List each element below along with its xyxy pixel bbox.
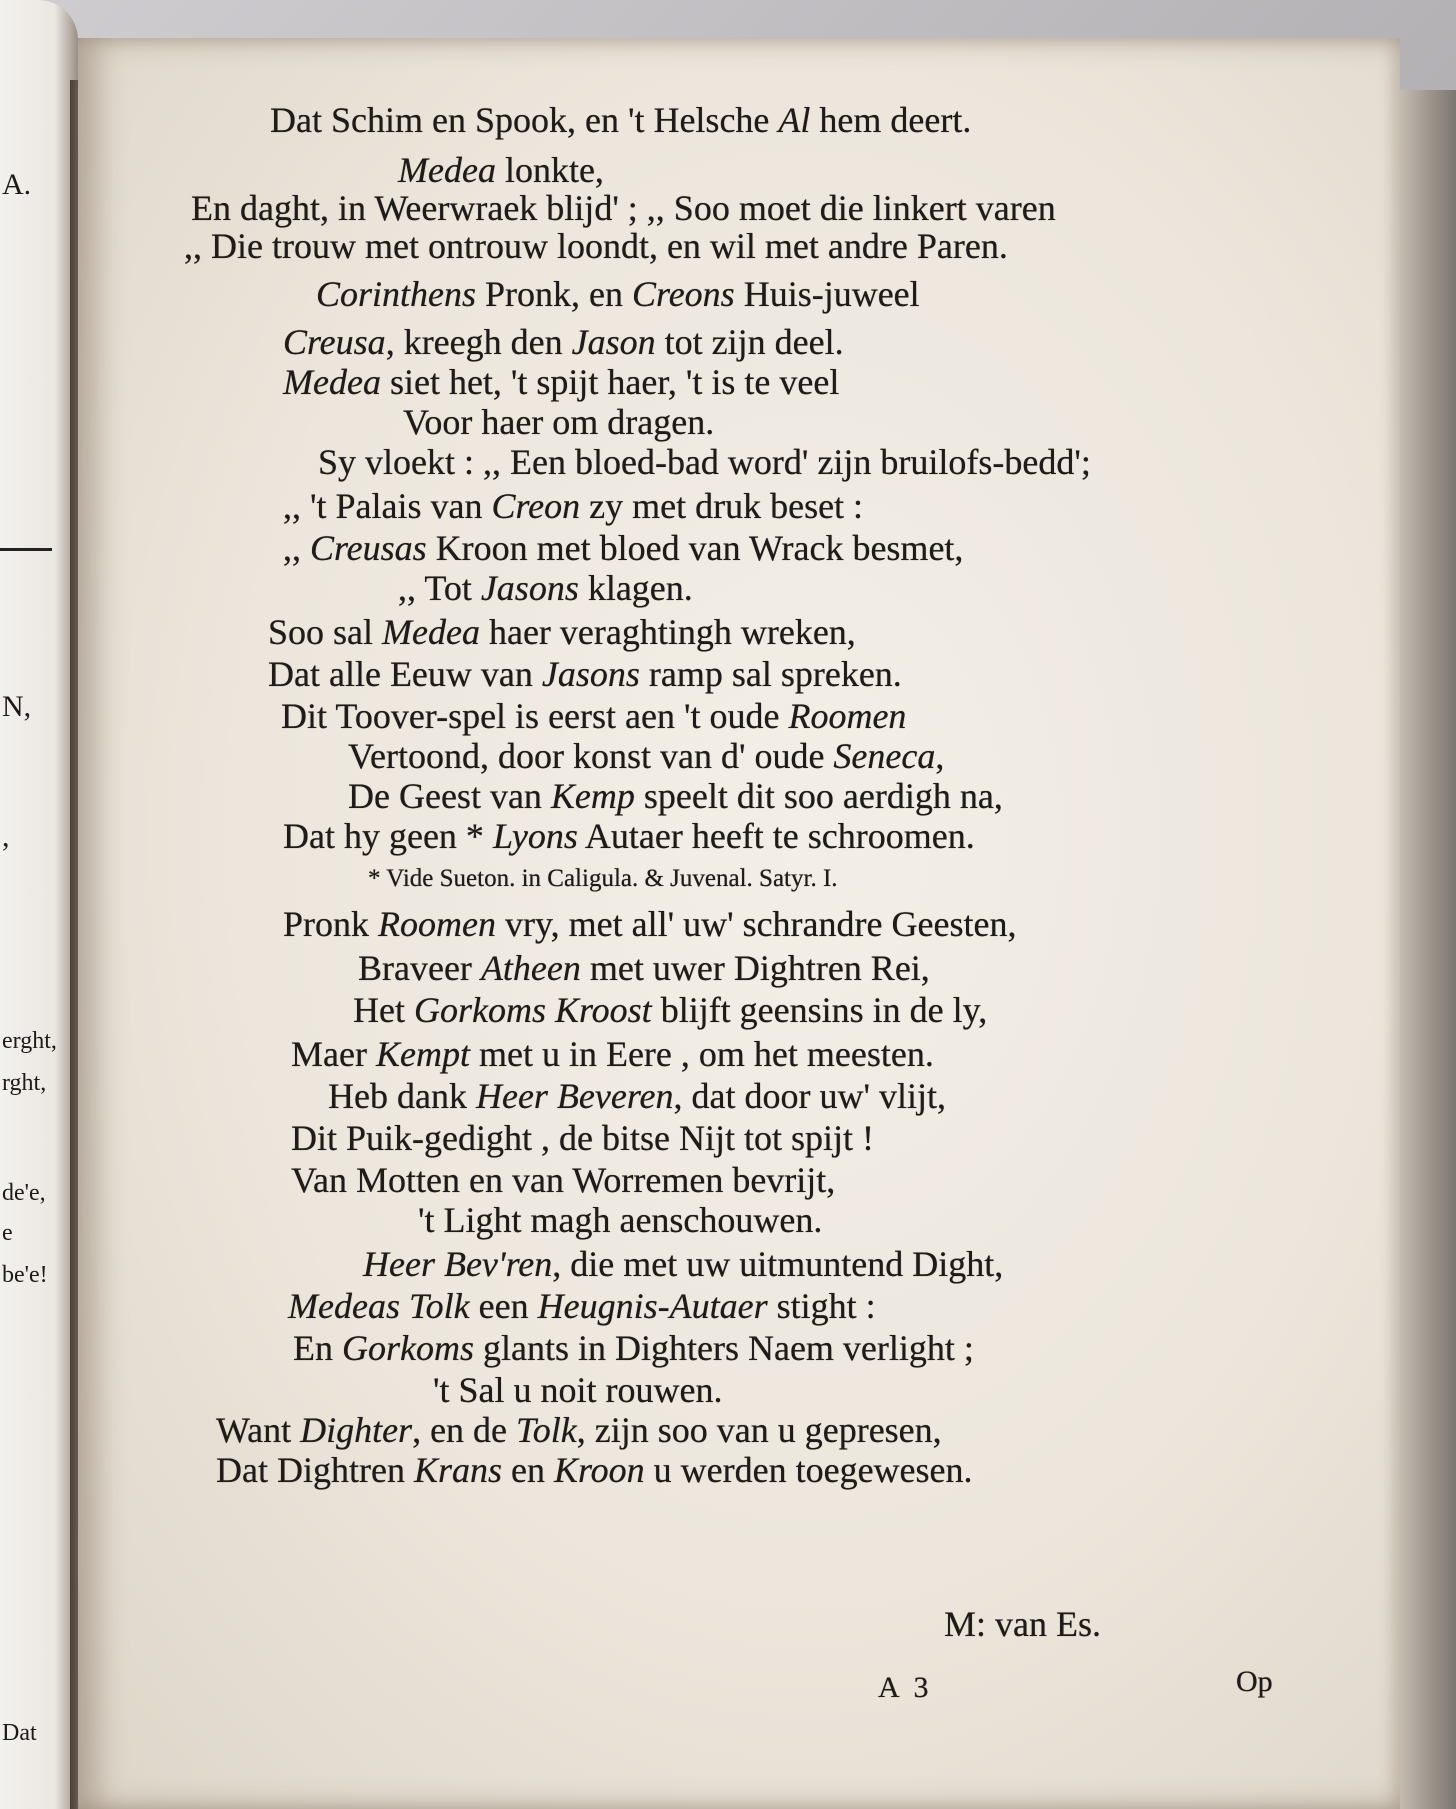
italic-name: Gorkoms	[342, 1328, 474, 1368]
italic-name: Tolk	[516, 1410, 577, 1450]
line-text: ,,	[283, 528, 310, 568]
line-text: Kroon met bloed van Wrack besmet,	[426, 528, 964, 568]
line-text: een	[469, 1286, 538, 1326]
italic-name: Kempt	[375, 1034, 470, 1074]
line-text: ramp sal spreken.	[639, 654, 902, 694]
poem-line-18	[283, 816, 975, 856]
poem-line-12	[398, 568, 693, 608]
facing-page-fragment: Dat	[2, 1720, 37, 1746]
italic-name: Kroon	[553, 1450, 645, 1490]
facing-page-fragment: e	[2, 1220, 13, 1246]
line-text: hem deert.	[810, 100, 972, 140]
italic-name: Creon	[491, 486, 581, 526]
italic-name: Creusas	[310, 528, 427, 568]
poem-line-8	[403, 402, 714, 442]
italic-name: Medea	[382, 612, 480, 652]
line-text: zy met druk beset :	[580, 486, 864, 526]
italic-name: Heer Beveren	[475, 1076, 674, 1116]
italic-name: Medea	[398, 150, 496, 190]
line-text: , dat door uw' vlijt,	[673, 1076, 946, 1116]
line-text: Maer	[291, 1034, 376, 1074]
poem-line-10	[283, 486, 863, 526]
line-text: glants in Dighters Naem verlight ;	[474, 1328, 974, 1368]
line-text: siet het, 't spijt haer, 't is te veel	[380, 362, 840, 402]
italic-name: Jasons	[480, 568, 579, 608]
italic-name: Corinthens	[316, 274, 477, 314]
poem-line-19	[283, 904, 1016, 944]
poem-line-9	[318, 442, 1091, 482]
facing-page-fragment: erght,	[2, 1028, 57, 1054]
line-text: Braveer	[358, 948, 481, 988]
poem-line-20	[358, 948, 930, 988]
line-text: Pronk	[283, 904, 379, 944]
italic-name: Creons	[632, 274, 735, 314]
italic-name: Jasons	[541, 654, 640, 694]
poem-line-21	[353, 990, 987, 1030]
line-text: ,, Die trouw met ontrouw loondt, en wil met andre Paren.	[184, 226, 1008, 266]
poem-line-11	[283, 528, 963, 568]
footnote	[368, 864, 838, 894]
facing-page-fragment: ,	[2, 820, 10, 853]
poem-line-15	[281, 696, 906, 736]
poem-line-31	[216, 1410, 942, 1450]
line-text: ,	[935, 736, 945, 776]
line-text: Van Motten en van Worremen bevrijt,	[291, 1160, 836, 1200]
line-text: stight :	[767, 1286, 876, 1326]
facing-page-left	[0, 0, 78, 1809]
catchword: Op	[1236, 1665, 1273, 1698]
italic-name: Heugnis-Autaer	[537, 1286, 768, 1326]
line-text: tot zijn deel.	[655, 322, 844, 362]
poem-line-13	[268, 612, 856, 652]
poem-line-6	[283, 322, 844, 362]
line-text: klagen.	[578, 568, 693, 608]
line-text: speelt dit soo aerdigh na,	[634, 776, 1003, 816]
facing-page-fragment: de'e,	[2, 1180, 46, 1206]
line-text: Autaer heeft te schroomen.	[577, 816, 975, 856]
line-text: Dat alle Eeuw van	[268, 654, 542, 694]
line-text: met uwer Dightren Rei,	[580, 948, 930, 988]
italic-name: Creusa	[283, 322, 386, 362]
italic-name: Kemp	[550, 776, 635, 816]
line-text: , die met uw uitmuntend Dight,	[552, 1244, 1004, 1284]
line-text: lonkte,	[495, 150, 604, 190]
italic-name: Roomen	[378, 904, 496, 944]
italic-name: Atheen	[480, 948, 581, 988]
line-text: En daght, in Weerwraek blijd' ; ,, Soo moet die linkert varen	[191, 188, 1056, 228]
italic-name: Jason	[571, 322, 656, 362]
poem-line-28	[288, 1286, 876, 1326]
line-text: Sy vloekt : ,, Een bloed-bad word' zijn bruilofs-bedd';	[318, 442, 1091, 482]
poem-line-2	[398, 150, 604, 190]
line-text: Voor haer om dragen.	[403, 402, 715, 442]
line-text: blijft geensins in de ly,	[651, 990, 988, 1030]
italic-name: Roomen	[788, 696, 907, 736]
line-text: , zijn soo van u gepresen,	[576, 1410, 942, 1450]
facing-page-fragment: A.	[2, 168, 32, 201]
line-text: En	[293, 1328, 342, 1368]
line-text: Dat hy geen *	[283, 816, 493, 856]
line-text: Heb dank	[328, 1076, 476, 1116]
poem-line-26	[418, 1200, 822, 1240]
signature-mark: A 3	[878, 1671, 933, 1704]
line-text: en	[501, 1450, 554, 1490]
facing-page-fragment: be'e!	[2, 1262, 48, 1288]
line-text: * Vide Sueton. in Caligula. & Juvenal. Satyr. I.	[368, 865, 838, 892]
line-text: Dit Toover-spel is eerst aen 't oude	[281, 696, 789, 736]
line-text: Vertoond, door konst van d' oude	[348, 736, 834, 776]
line-text: met u in Eere , om het meesten.	[469, 1034, 934, 1074]
line-text: Want	[216, 1410, 301, 1450]
poem-line-25	[291, 1160, 835, 1200]
facing-page-fragment: N,	[2, 690, 32, 723]
poem-line-23	[328, 1076, 946, 1116]
poem-line-7	[283, 362, 839, 402]
line-text: ,, Tot	[398, 568, 481, 608]
italic-name: Heer Bev'ren	[363, 1244, 553, 1284]
line-text: Huis-juweel	[734, 274, 920, 314]
line-text: Pronk, en	[476, 274, 633, 314]
line-text: Dat Schim en Spook, en 't Helsche	[270, 100, 779, 140]
italic-name: Seneca	[833, 736, 936, 776]
facing-page-rule	[0, 548, 52, 551]
poem-line-14	[268, 654, 902, 694]
poem-line-5	[316, 274, 920, 314]
line-text: u werden toegewesen.	[644, 1450, 973, 1490]
italic-name: Lyons	[492, 816, 578, 856]
poem-line-29	[293, 1328, 974, 1368]
line-text: , en de	[412, 1410, 517, 1450]
line-text: De Geest van	[348, 776, 551, 816]
italic-name: Medeas Tolk	[288, 1286, 470, 1326]
line-text: vry, met all' uw' schrandre Geesten,	[495, 904, 1017, 944]
italic-name: Gorkoms Kroost	[413, 990, 652, 1030]
line-text: Dat Dightren	[216, 1450, 414, 1490]
poem-line-32	[216, 1450, 973, 1490]
signature: M: van Es.	[944, 1604, 1101, 1644]
book-page	[78, 38, 1400, 1809]
line-text: 't Light magh aenschouwen.	[418, 1200, 823, 1240]
line-text: Het	[353, 990, 414, 1030]
poem-line-22	[291, 1034, 934, 1074]
italic-name: Dighter	[300, 1410, 413, 1450]
line-text: , kreegh den	[385, 322, 572, 362]
italic-name: Medea	[283, 362, 381, 402]
line-text: ,, 't Palais van	[283, 486, 492, 526]
line-text: haer veraghtingh wreken,	[479, 612, 856, 652]
poem-line-30	[433, 1370, 722, 1410]
italic-name: Al	[778, 100, 811, 140]
poem-line-3	[191, 188, 1056, 228]
poem-line-17	[348, 776, 1003, 816]
book-page-edges	[1395, 90, 1456, 1809]
poem-line-4	[184, 226, 1008, 266]
line-text: Soo sal	[268, 612, 383, 652]
italic-name: Krans	[413, 1450, 502, 1490]
line-text: Dit Puik-gedight , de bitse Nijt tot spijt !	[291, 1118, 874, 1158]
poem-line-24	[291, 1118, 874, 1158]
poem-line-16	[348, 736, 944, 776]
facing-page-fragment: rght,	[2, 1070, 47, 1096]
line-text: 't Sal u noit rouwen.	[433, 1370, 723, 1410]
poem-line-1	[270, 100, 971, 140]
poem-line-27	[363, 1244, 1003, 1284]
